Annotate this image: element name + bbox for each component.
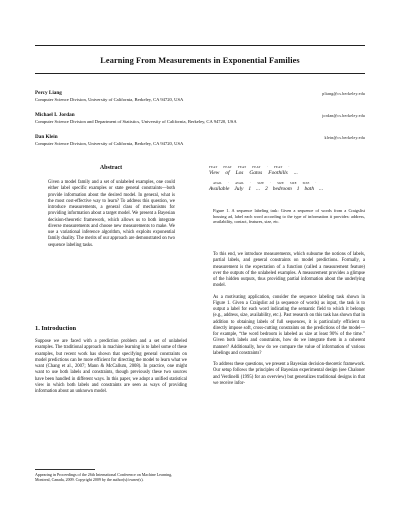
- figure-tag: ·: [288, 165, 290, 169]
- figure-word: ...: [293, 170, 298, 176]
- figure-caption: Figure 1. A sequence labeling task: Given a sequence of words from a Craigslist housing ad, label each word according to the type of information it provides: address, availability, contact, features, size, etc.: [213, 208, 365, 224]
- figure-word: of: [225, 170, 230, 176]
- figure-word-row-bottom: [209, 186, 323, 192]
- author-affiliation: Computer Science Division and Department of Statistics, University of California, Berkeley, CA 94720, USA: [35, 119, 237, 124]
- abstract-heading: Abstract: [99, 165, 123, 171]
- figure-word: 1: [248, 186, 252, 192]
- figure-tag: FEAT: [209, 165, 218, 169]
- figure-tag: SIZE: [277, 181, 284, 185]
- figure-tag: FEAT: [252, 165, 261, 169]
- abstract-text: Given a model family and a set of unlabeled examples, one could either label specific examples or state general constraints—both provide information about the desired model. In general, what is the most cost-effective way to learn? To address this question, we introduce measurements, a general class of mechanisms for providing information about a target model. We present a Bayesian decision-theoretic framework, which allows us to both integrate diverse measurements and choose new measurements to make. We use a variational inference algorithm, which exploits exponential family duality. The merits of our approach are demonstrated on two sequence labeling tasks.: [48, 180, 175, 248]
- author-affiliation: Computer Science Division, University of California, Berkeley, CA 94720, USA: [35, 97, 184, 102]
- author-name: Percy Liang: [35, 90, 62, 96]
- figure-1: [203, 165, 365, 205]
- figure-word: ...: [256, 186, 261, 192]
- figure-word: 2: [265, 186, 268, 192]
- figure-tag: SIZE: [289, 181, 297, 185]
- figure-word-row-top: [209, 170, 298, 176]
- figure-tag: FEAT: [237, 165, 247, 169]
- figure-word: bedroom: [272, 186, 292, 192]
- author-email: jordan@cs.berkeley.edu: [322, 113, 365, 118]
- title-top-rule: [35, 45, 365, 46]
- figure-tag: ·: [228, 181, 230, 185]
- intro-paragraph: Suppose we are faced with a prediction problem and a set of unlabeled examples. The traditional approach in machine learning is to label some of these examples, but recent work has shown that specifying general constraints on model predictions can be more efficient for directing the model to learn what we want (Chang et al., 2007; Mann & McCallum, 2008). In practice, one might want to use both labels and constraints, though previously these two sources have been handled in different ways. In this paper, we adopt a unified statistical view in which both labels and constraints are seen as ways of providing information about an unknown model.: [35, 339, 187, 394]
- author-email: pliang@cs.berkeley.edu: [322, 91, 365, 96]
- body-paragraph: To address these questions, we present a Bayesian decision-theoretic framework. Our setup follows the principles of Bayesian experimental design (see Chaloner and Verdinelli (1995) for an overview) but generalizes traditional designs in that we receive infor-: [213, 362, 365, 386]
- footnote-rule: [35, 469, 95, 470]
- figure-word: bath: [304, 186, 315, 192]
- paper-title: Learning From Measurements in Exponential Families: [100, 56, 300, 65]
- footnote: Appearing in Proceedings of the 26th International Conference on Machine Learning, Montreal, Canada, 2009. Copyright 2009 by the author(s)/owner(s).: [35, 472, 173, 483]
- figure-word: Available: [209, 186, 230, 192]
- figure-tag: AVAIL: [235, 181, 245, 185]
- figure-word: View: [209, 170, 220, 176]
- author-name: Dan Klein: [35, 134, 58, 140]
- body-paragraph: As a motivating application, consider the sequence labeling task shown in Figure 1. Given a Craigslist ad (a sequence of words) as input, the task is to output a label for each word indicating the semantic field to which it belongs (e.g., address, size, availability, etc.). Past research on this task has shown that in addition to obtaining labels of full sequences, it is particularly efficient to directly impose soft, cross-cutting constraints on the predictions of the model—for example, “the word bedroom is labeled as size at least 90% of the time.” Given both labels and constraints, how do we integrate them in a coherent manner? Additionally, how do we compare the value of information of various labelings and constraints?: [213, 294, 365, 356]
- body-paragraph: To this end, we introduce measurements, which subsume the notions of labels, partial labels, and general constraints on model predictions. Formally, a measurement is the expectation of a function (called a measurement feature) over the outputs of the unlabeled examples. A measurement provides a glimpse of the hidden outputs, thus providing partial information about the underlying model.: [213, 252, 365, 289]
- figure-word: ...: [319, 186, 324, 192]
- author-affiliation: Computer Science Division, University of California, Berkeley, CA 94720, USA: [35, 141, 184, 146]
- figure-tag: AVAIL: [213, 181, 223, 185]
- author-name: Michael I. Jordan: [35, 112, 75, 118]
- title-bottom-rule: [35, 73, 365, 74]
- figure-word: Gatos: [249, 170, 263, 176]
- figure-tag: ·: [315, 181, 317, 185]
- figure-word: Foothills: [268, 170, 288, 176]
- figure-tag: SIZE: [302, 181, 310, 185]
- figure-tag: FEAT: [273, 165, 283, 169]
- figure-word: 1: [296, 186, 300, 192]
- figure-tag-row-mid: [213, 181, 317, 185]
- figure-tag-row-top: [209, 165, 359, 169]
- figure-word: July: [234, 186, 244, 192]
- figure-tag: ·: [270, 181, 272, 185]
- figure-tag: FEAT: [223, 165, 232, 169]
- author-email: klein@cs.berkeley.edu: [324, 135, 365, 140]
- section-heading: 1. Introduction: [35, 325, 77, 332]
- right-column-text: [213, 252, 365, 392]
- figure-tag: SIZE: [257, 181, 265, 185]
- figure-tag: ·: [266, 165, 268, 169]
- figure-tag: ·: [250, 181, 252, 185]
- figure-word: Los: [235, 170, 244, 176]
